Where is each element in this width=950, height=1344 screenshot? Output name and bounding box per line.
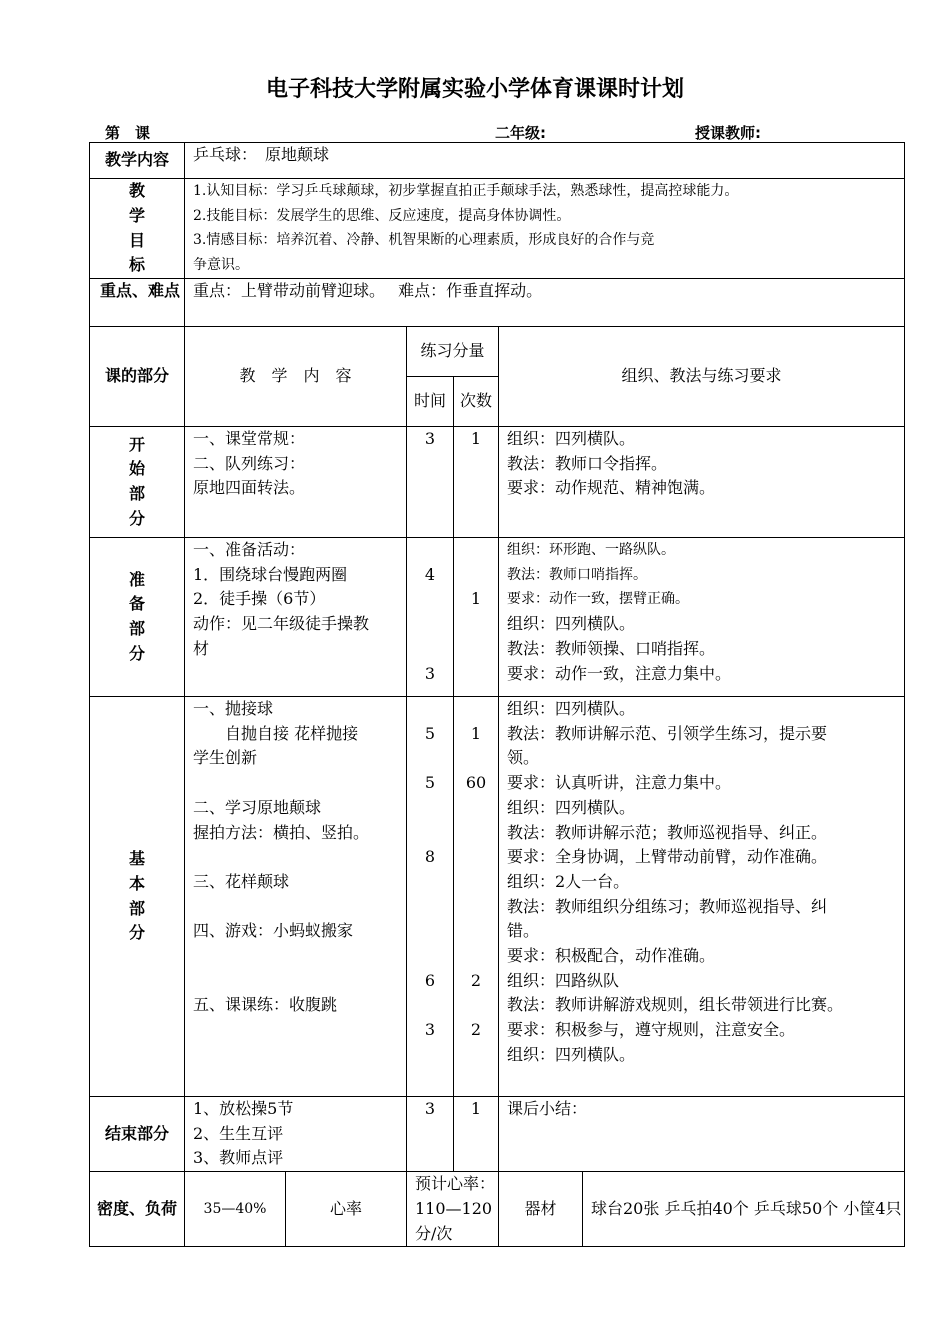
section-closing-label: 结束部分 — [90, 1097, 185, 1172]
section-closing-count: 1 — [454, 1097, 499, 1172]
section-main-label: 基 本 部 分 — [90, 697, 185, 1097]
section-main-content: 一、抛接球 自抛自接 花样抛接 学生创新 二、学习原地颠球 握拍方法：横拍、竖拍。 三、花样颠球 四、游戏：小蚂蚁搬家 五、课课练：收腹跳 — [185, 697, 407, 1097]
section-closing-organization: 课后小结： — [499, 1097, 905, 1172]
teacher-label: 授课教师: — [695, 124, 761, 142]
section-main-time: 5 5 8 6 3 — [407, 697, 454, 1097]
density-label: 密度、负荷 — [90, 1172, 185, 1247]
density-value: 35—40% — [185, 1172, 286, 1247]
goals-label: 教 学 目 标 — [90, 179, 185, 279]
section-opening-content: 一、课堂常规： 二、队列练习： 原地四面转法。 — [185, 427, 407, 538]
focus-value: 重点：上臂带动前臂迎球。 难点：作垂直挥动。 — [185, 279, 905, 327]
column-time: 时间 — [407, 377, 454, 427]
section-main-organization: 组织：四列横队。 教法：教师讲解示范、引领学生练习，提示要 领。 要求：认真听讲，注意力集中。 组织：四列横队。 教法：教师讲解示范；教师巡视指导、纠正。 要求：全身协调，上臂带动前臂，动作准确。 组织：2人一台。 教法：教师组织分组练习；教师巡视指导、纠 错。 要求：积极配合，动作准确。 组织：四路纵队 教法：教师讲解游戏规则，组长带领进行比赛。 要求：积极参与，遵守规则，注意安全。 组织：四列横队。 — [499, 697, 905, 1097]
equipment-label: 器材 — [499, 1172, 583, 1247]
column-content: 教 学 内 容 — [185, 327, 407, 427]
section-opening-count: 1 — [454, 427, 499, 538]
grade-label: 二年级: — [495, 124, 546, 142]
section-prep-time: 4 3 — [407, 538, 454, 697]
section-closing-time: 3 — [407, 1097, 454, 1172]
equipment-value: 球台20张 乒乓拍40个 乒乓球50个 小筐4只 — [583, 1172, 905, 1247]
section-prep-organization: 组织：环形跑、一路纵队。 教法：教师口哨指挥。 要求：动作一致，摆臂正确。 组织：四列横队。 教法：教师领操、口哨指挥。 要求：动作一致，注意力集中。 — [499, 538, 905, 697]
section-opening-time: 3 — [407, 427, 454, 538]
section-opening-label: 开 始 部 分 — [90, 427, 185, 538]
heart-rate-label: 心率 — [286, 1172, 407, 1247]
column-count: 次数 — [454, 377, 499, 427]
section-opening-organization: 组织：四列横队。 教法：教师口令指挥。 要求：动作规范、精神饱满。 — [499, 427, 905, 538]
column-part: 课的部分 — [90, 327, 185, 427]
section-prep-count: 1 — [454, 538, 499, 697]
lesson-plan-table — [89, 142, 905, 1247]
teaching-content-value: 乒乓球： 原地颠球 — [185, 143, 905, 179]
section-closing-content: 1、放松操5节 2、生生互评 3、教师点评 — [185, 1097, 407, 1172]
column-practice: 练习分量 — [407, 327, 499, 377]
section-prep-label: 准 备 部 分 — [90, 538, 185, 697]
heart-rate-value: 预计心率：110—120分/次 — [407, 1172, 499, 1247]
focus-label: 重点、难点 — [90, 279, 185, 327]
section-prep-content: 一、准备活动： 1．围绕球台慢跑两圈 2．徒手操（6节） 动作：见二年级徒手操教 材 — [185, 538, 407, 697]
section-main-count: 1 60 2 2 — [454, 697, 499, 1097]
page-title: 电子科技大学附属实验小学体育课课时计划 — [265, 77, 684, 102]
goals-list: 1.认知目标：学习乒乓球颠球，初步掌握直拍正手颠球手法，熟悉球性，提高控球能力。 2.技能目标：发展学生的思维、反应速度，提高身体协调性。 3.情感目标：培养沉着、冷静、机智果断的心理素质，形成良好的合作与竞 争意识。 — [185, 179, 905, 279]
teaching-content-label: 教学内容 — [90, 143, 185, 179]
lesson-number-label: 第 课 — [105, 124, 151, 142]
column-organization: 组织、教法与练习要求 — [499, 327, 905, 427]
